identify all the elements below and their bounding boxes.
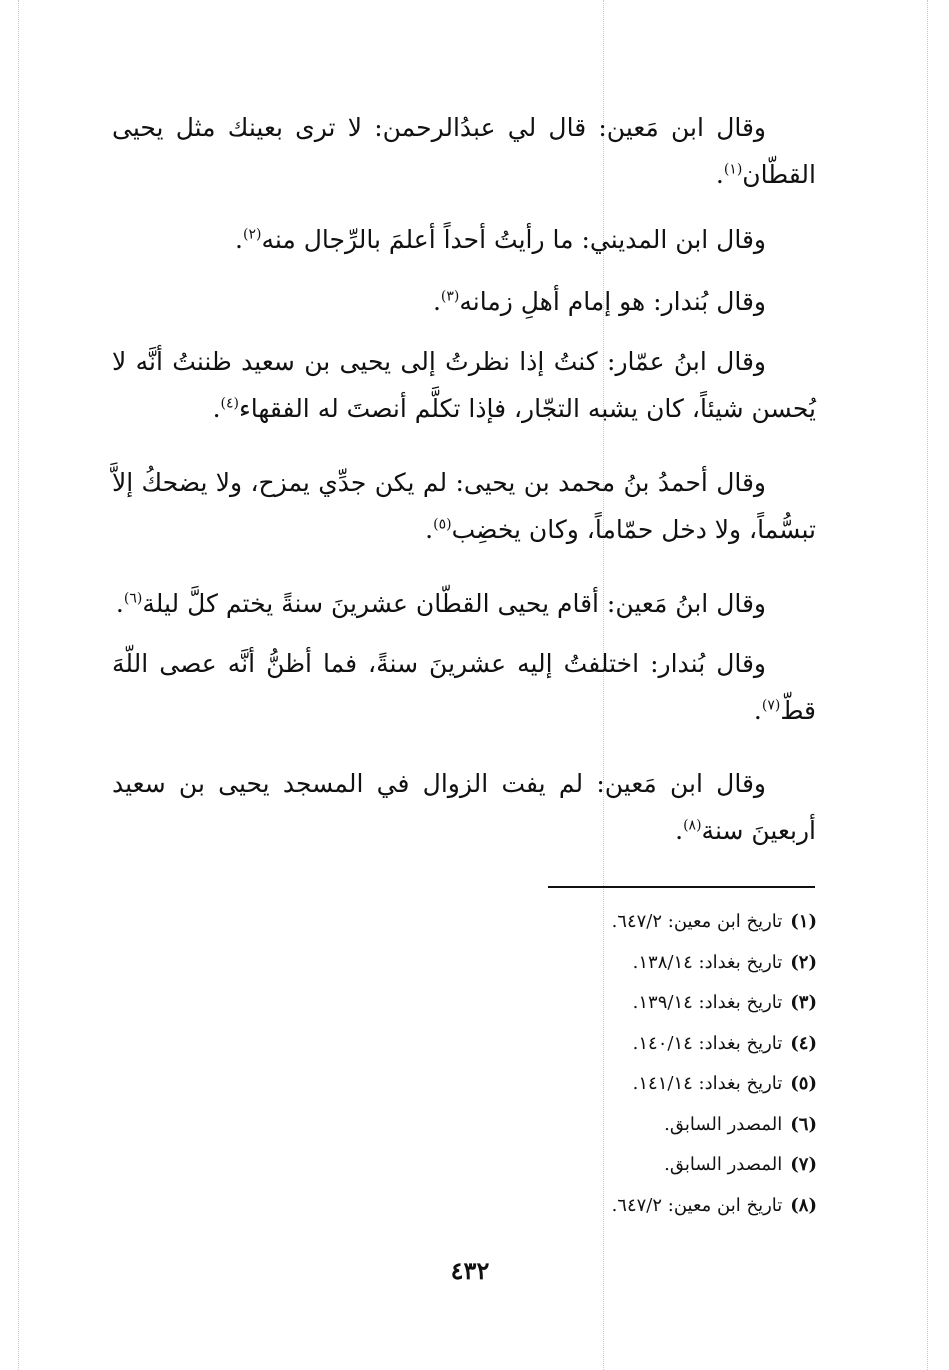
- paragraph-8: [112, 760, 816, 854]
- paragraph-end: .: [425, 515, 434, 544]
- footnote-ref: (٧): [761, 697, 781, 714]
- scan-guide-line: [18, 0, 19, 1370]
- footnote-number: (٥): [790, 1073, 817, 1094]
- paragraph-text: وقال أحمدُ بنُ محمد بن يحيى: لم يكن جدِّي يمزح، ولا يضحكُ إلاَّ تبسُّماً، ولا دخل حمّاماً، وكان يخضِب: [112, 468, 816, 544]
- footnote-item: [420, 943, 817, 984]
- footnote-text: تاريخ ابن معين: ٦٤٧/٢.: [611, 911, 783, 932]
- paragraph-1: [112, 104, 816, 198]
- footnote-number: (٦): [790, 1113, 817, 1135]
- footnote-text: المصدر السابق.: [664, 1154, 783, 1175]
- footnote-ref: (٦): [123, 590, 143, 607]
- paragraph-7: [112, 640, 816, 734]
- footnote-item: [420, 1105, 817, 1146]
- footnote-ref: (٨): [683, 817, 702, 834]
- paragraph-text: وقال ابنُ عمّار: كنتُ إذا نظرتُ إلى يحيى بن سعيد ظننتُ أنَّه لا يُحسن شيئاً، كان يشبه التجّار، فإذا تكلَّم أنصتَ له الفقهاء: [112, 347, 816, 423]
- footnote-item: [420, 1145, 817, 1186]
- footnote-item: [420, 902, 817, 943]
- footnote-ref: (٥): [433, 516, 452, 533]
- paragraph-end: .: [235, 225, 243, 254]
- paragraph-text: وقال ابن المديني: ما رأيتُ أحداً أعلمَ بالرِّجال منه: [261, 225, 766, 254]
- footnote-ref: (٣): [440, 288, 460, 305]
- footnote-number: (١): [790, 911, 817, 932]
- footnote-ref: (١): [723, 161, 743, 178]
- paragraph-6: [112, 580, 816, 627]
- footnote-number: (٧): [790, 1154, 817, 1175]
- footnote-text: تاريخ بغداد: ١٤٠/١٤.: [632, 1032, 783, 1054]
- footnote-item: [420, 1064, 817, 1105]
- footnote-item: [420, 1024, 817, 1065]
- paragraph-end: .: [212, 394, 221, 423]
- paragraph-end: .: [715, 160, 724, 189]
- page-number: ٤٣٢: [450, 1256, 490, 1285]
- footnote-text: المصدر السابق.: [664, 1113, 783, 1135]
- paragraph-3: [112, 278, 816, 325]
- paragraph-end: .: [675, 816, 684, 845]
- footnote-ref: (٢): [242, 226, 262, 243]
- paragraph-text: وقال ابن مَعين: قال لي عبدُالرحمن: لا ترى بعينك مثل يحيى القطّان: [112, 113, 816, 189]
- paragraph-text: وقال بُندار: اختلفتُ إليه عشرينَ سنةً، فما أظنُّ أنَّه عصى اللّهَ قطّ: [112, 649, 816, 725]
- footnote-text: تاريخ ابن معين: ٦٤٧/٢.: [611, 1194, 783, 1216]
- footnotes: [420, 902, 817, 1226]
- footnote-separator: [548, 886, 815, 888]
- footnote-number: (٢): [790, 951, 817, 973]
- paragraph-end: .: [432, 287, 441, 316]
- scan-guide-line: [927, 0, 928, 1370]
- footnote-text: تاريخ بغداد: ١٤١/١٤.: [632, 1073, 783, 1094]
- paragraph-4: [112, 338, 816, 432]
- paragraph-2: [112, 216, 816, 263]
- footnote-item: [420, 983, 817, 1024]
- footnote-text: تاريخ بغداد: ١٣٩/١٤.: [632, 992, 783, 1013]
- paragraph-text: وقال ابنُ مَعين: أقام يحيى القطّان عشرينَ سنةً يختم كلَّ ليلة: [142, 589, 766, 618]
- paragraph-end: .: [115, 589, 124, 618]
- paragraph-end: .: [753, 696, 762, 725]
- paragraph-5: [112, 459, 816, 553]
- footnote-ref: (٤): [220, 395, 239, 412]
- footnote-number: (٣): [790, 992, 817, 1013]
- footnote-text: تاريخ بغداد: ١٣٨/١٤.: [632, 951, 783, 973]
- footnote-number: (٨): [790, 1194, 817, 1216]
- footnote-item: [420, 1186, 817, 1227]
- footnote-number: (٤): [790, 1032, 817, 1054]
- paragraph-text: وقال بُندار: هو إمام أهلِ زمانه: [459, 287, 766, 316]
- paragraph-text: وقال ابن مَعين: لم يفت الزوال في المسجد يحيى بن سعيد أربعينَ سنة: [112, 769, 816, 845]
